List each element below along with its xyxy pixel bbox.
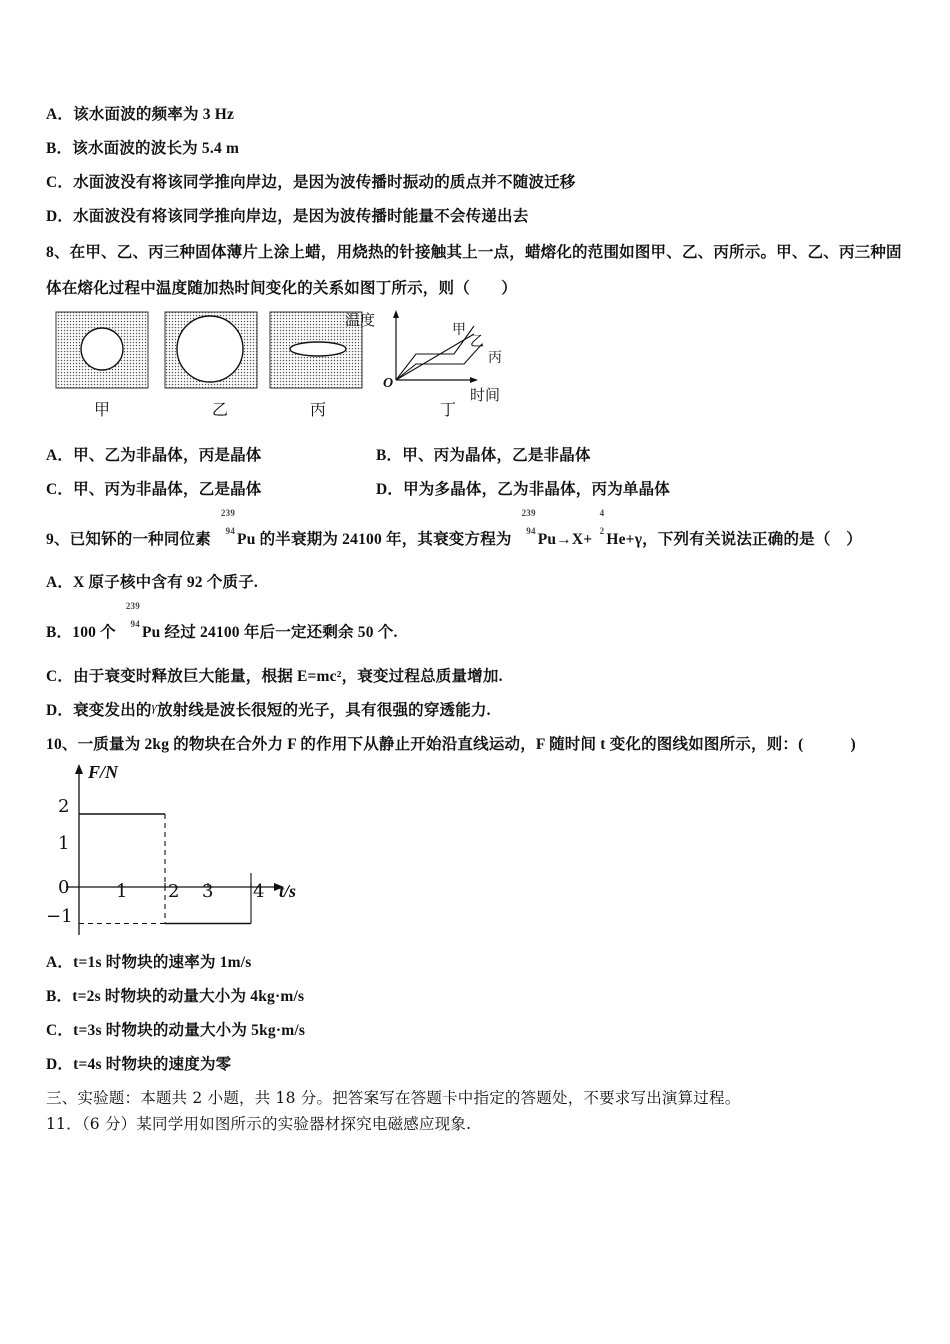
- decay-eq-mid: Pu→X+: [537, 531, 593, 548]
- pu-symbol: Pu: [237, 531, 256, 548]
- section-3-heading: 三、实验题：本题共 2 小题，共 18 分。把答案写在答题卡中指定的答题处，不要求写出演算过程。: [46, 1089, 741, 1107]
- q9-option-b: B．100 个 239 94 Pu 经过 24100 年后一定还剩余 50 个.: [46, 601, 398, 641]
- wax-plate-yi: [165, 312, 257, 388]
- q10-option-d: D．t=4s 时物块的速度为零: [46, 1056, 232, 1073]
- fig-label-jia: 甲: [94, 400, 111, 419]
- f-axis-label: F/N: [88, 762, 119, 782]
- q8-stem-line2: 体在熔化过程中温度随加热时间变化的关系如图丁所示，则（ ）: [46, 280, 518, 297]
- q7-option-d: D．水面波没有将该同学推向岸边，是因为波传播时能量不会传递出去: [46, 208, 529, 225]
- y-tick-0: 0: [58, 877, 70, 898]
- q7-option-b: B．该水面波的波长为 5.4 m: [46, 140, 240, 157]
- fig-label-ding: 丁: [440, 400, 457, 419]
- y-axis-arrow: [75, 764, 83, 774]
- pu-nuclide-b: 239 94: [125, 601, 140, 629]
- fig-label-yi: 乙: [212, 400, 229, 419]
- fig-label-bing: 丙: [310, 400, 327, 419]
- q9-stem: [46, 508, 862, 549]
- q10-option-c: C．t=3s 时物块的动量大小为 5kg·m/s: [46, 1022, 306, 1039]
- q11-stem: 11．（6 分）某同学用如图所示的实验器材探究电磁感应现象.: [46, 1115, 472, 1133]
- f-t-graph: [46, 760, 316, 940]
- curve-label-yi: 乙: [470, 334, 484, 350]
- q8-option-b: B．甲、丙为晶体，乙是非晶体: [376, 447, 591, 464]
- curve-label-bing: 丙: [488, 350, 502, 366]
- x-tick-3: 3: [202, 881, 214, 902]
- gamma-symbol: γ: [151, 699, 157, 714]
- q10-option-b: B．t=2s 时物块的动量大小为 4kg·m/s: [46, 988, 305, 1005]
- q8-option-c: C．甲、丙为非晶体，乙是晶体: [46, 481, 262, 498]
- q8-option-a: A．甲、乙为非晶体，丙是晶体: [46, 447, 262, 464]
- graph-origin: O: [383, 376, 394, 391]
- curve-label-jia: 甲: [452, 322, 466, 338]
- y-tick-2: 2: [58, 796, 70, 817]
- x-tick-2: 2: [168, 881, 180, 902]
- x-tick-4: 4: [253, 881, 265, 902]
- melting-graph: [393, 310, 482, 383]
- q9-option-d: D．衰变发出的γ放射线是波长很短的光子，具有很强的穿透能力.: [46, 699, 491, 719]
- q9-option-a: A．X 原子核中含有 92 个质子.: [46, 574, 258, 591]
- graph-ylabel: 温度: [345, 311, 376, 329]
- pu-nuclide: 239 94: [220, 508, 236, 536]
- y-tick-1: 1: [58, 833, 70, 854]
- q10-stem: 10、一质量为 2kg 的物块在合外力 F 的作用下从静止开始沿直线运动，F 随时间 t 变化的图线如图所示，则：( ): [46, 736, 856, 753]
- graph-xlabel: 时间: [470, 386, 501, 404]
- pu-nuclide-eq: 239 94: [521, 508, 536, 536]
- x-tick-1: 1: [116, 881, 128, 902]
- q9-stem-post: He+γ，下列有关说法正确的是（ ）: [606, 531, 862, 548]
- q7-option-a: A．该水面波的频率为 3 Hz: [46, 106, 235, 123]
- q8-option-d: D．甲为多晶体，乙为非晶体，丙为单晶体: [376, 481, 670, 498]
- q8-stem-line1: 8、在甲、乙、丙三种固体薄片上涂上蜡，用烧热的针接触其上一点，蜡熔化的范围如图甲、乙、丙所示。甲、乙、丙三种固: [46, 244, 902, 261]
- q10-option-a: A．t=1s 时物块的速率为 1m/s: [46, 954, 252, 971]
- q7-option-c: C．水面波没有将该同学推向岸边，是因为波传播时振动的质点并不随波迁移: [46, 174, 576, 191]
- q9-stem-pre: 9、已知钚的一种同位素: [46, 531, 211, 548]
- t-axis-label: t/s: [279, 881, 297, 901]
- he-nuclide: 4 2: [599, 508, 605, 536]
- y-tick-neg1: −1: [46, 906, 73, 927]
- q9-option-c: C．由于衰变时释放巨大能量，根据 E=mc²，衰变过程总质量增加.: [46, 668, 503, 685]
- q9-stem-mid: 的半衰期为 24100 年，其衰变方程为: [259, 531, 512, 548]
- wax-plate-jia: [56, 312, 148, 388]
